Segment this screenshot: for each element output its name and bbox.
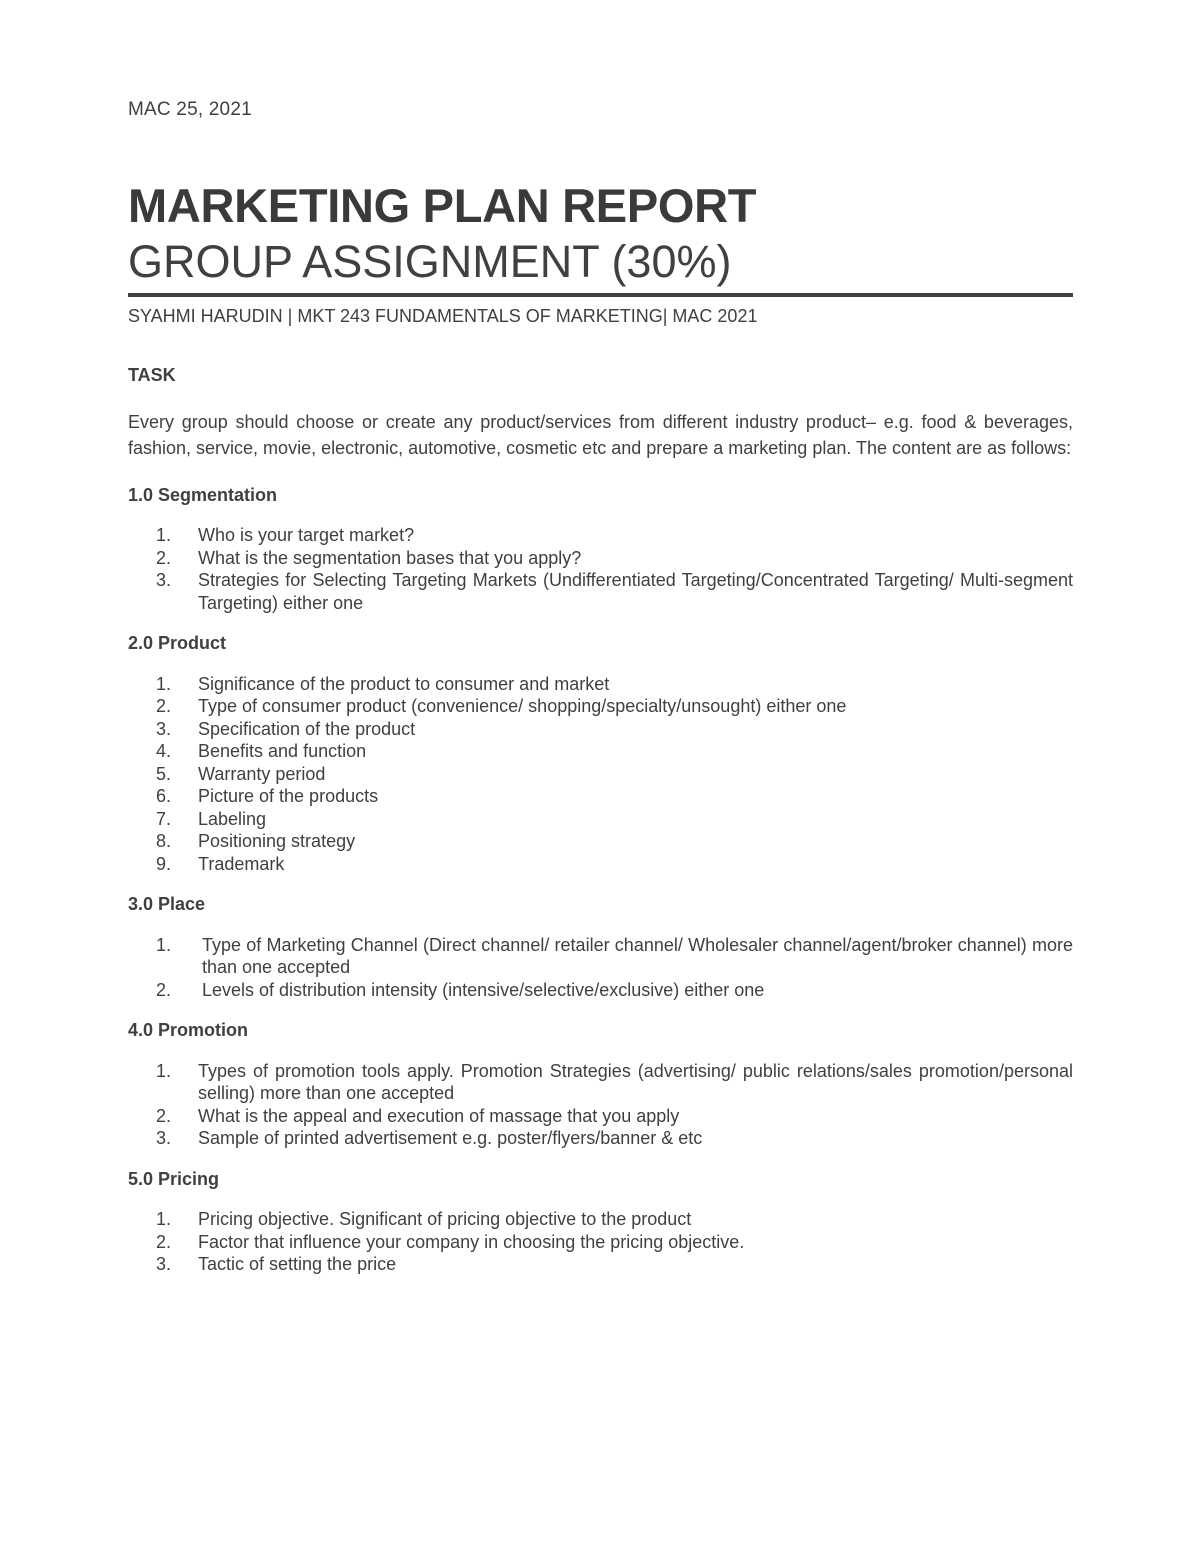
section-heading-pricing: 5.0 Pricing [128,1168,220,1189]
list-item-number: 2. [156,1105,172,1126]
list-item-number: 1. [156,525,172,545]
document-byline: SYAHMI HARUDIN | MKT 243 FUNDAMENTALS OF MARKETING| MAC 2021 [128,306,758,326]
promotion-list [128,1060,1073,1150]
list-item-number: 1. [156,1060,172,1081]
list-item-text: Labeling [198,808,267,829]
list-item [128,979,1073,1002]
product-list [128,673,1073,876]
document-date: MAC 25, 2021 [128,99,252,120]
list-item-number: 9. [156,853,172,874]
section-heading-promotion: 4.0 Promotion [128,1020,249,1040]
list-item [128,808,1073,831]
document-content [128,362,1073,1292]
list-item [128,718,1073,741]
list-item-text: Warranty period [198,763,326,784]
list-item-text: Significance of the product to consumer and market [198,673,610,694]
task-body: Every group should choose or create any product/services from different industry product– e.g. food & beverages, fashion, service, movie, electronic, automotive, cosmetic etc and prepare a marketing plan. The content are as follows: [128,411,1073,458]
list-item [128,569,1073,614]
list-item-text: What is the appeal and execution of massage that you apply [198,1105,680,1126]
place-list [128,934,1073,1002]
document-title: MARKETING PLAN REPORT [128,179,757,232]
list-item-text: Levels of distribution intensity (intensive/selective/exclusive) either one [202,979,765,1000]
list-item-text: Factor that influence your company in choosing the pricing objective. [198,1231,745,1252]
section-heading-segmentation: 1.0 Segmentation [128,484,278,505]
list-item-text: Type of consumer product (convenience/ shopping/specialty/unsought) either one [198,696,847,716]
list-item-number: 2. [156,1231,172,1252]
list-item-number: 1. [156,934,172,955]
list-item-number: 5. [156,763,172,784]
list-item-number: 2. [156,547,172,568]
list-item-number: 2. [156,696,172,716]
list-item-number: 3. [156,718,172,739]
list-item-text: Strategies for Selecting Targeting Markets (Undifferentiated Targeting/Concentrated Targeting/ Multi-segment Targeting) either one [198,570,1073,613]
document-subtitle: GROUP ASSIGNMENT (30%) [128,236,732,287]
list-item-text: Who is your target market? [198,525,415,545]
list-item [128,763,1073,786]
list-item-number: 3. [156,1128,172,1148]
section-heading-product: 2.0 Product [128,633,227,653]
list-item [128,1208,1073,1231]
list-item-number: 6. [156,786,172,806]
list-item [128,1127,1073,1150]
pricing-list [128,1208,1073,1276]
title-divider [128,293,1073,297]
list-item-number: 4. [156,741,172,761]
list-item-number: 3. [156,570,172,590]
list-item-text: What is the segmentation bases that you apply? [198,547,582,568]
list-item [128,673,1073,696]
list-item-text: Benefits and function [198,741,367,761]
list-item-text: Pricing objective. Significant of pricing objective to the product [198,1209,692,1229]
list-item [128,1105,1073,1128]
segmentation-list [128,524,1073,614]
list-item-number: 1. [156,1209,172,1229]
list-item-number: 7. [156,808,172,829]
list-item [128,853,1073,876]
list-item [128,547,1073,570]
list-item [128,524,1073,547]
list-item [128,740,1073,763]
list-item-text: Picture of the products [198,786,379,806]
list-item-text: Specification of the product [198,718,416,739]
list-item [128,695,1073,718]
list-item-text: Trademark [198,853,285,874]
list-item [128,830,1073,853]
list-item-number: 8. [156,831,172,851]
list-item-text: Sample of printed advertisement e.g. poster/flyers/banner & etc [198,1128,703,1148]
list-item [128,785,1073,808]
list-item-number: 1. [156,673,172,694]
list-item-number: 2. [156,979,172,1000]
section-heading-place: 3.0 Place [128,894,206,914]
list-item [128,1231,1073,1254]
list-item-text: Positioning strategy [198,831,356,851]
list-item-text: Type of Marketing Channel (Direct channel/ retailer channel/ Wholesaler channel/agent/broker channel) more than one accepted [202,934,1073,977]
list-item [128,1060,1073,1105]
list-item-text: Types of promotion tools apply. Promotion Strategies (advertising/ public relations/sales promotion/personal selling) more than one accepted [198,1060,1073,1103]
list-item-text: Tactic of setting the price [198,1254,397,1274]
list-item-number: 3. [156,1254,172,1274]
task-heading: TASK [128,365,176,385]
list-item [128,934,1073,979]
list-item [128,1253,1073,1276]
